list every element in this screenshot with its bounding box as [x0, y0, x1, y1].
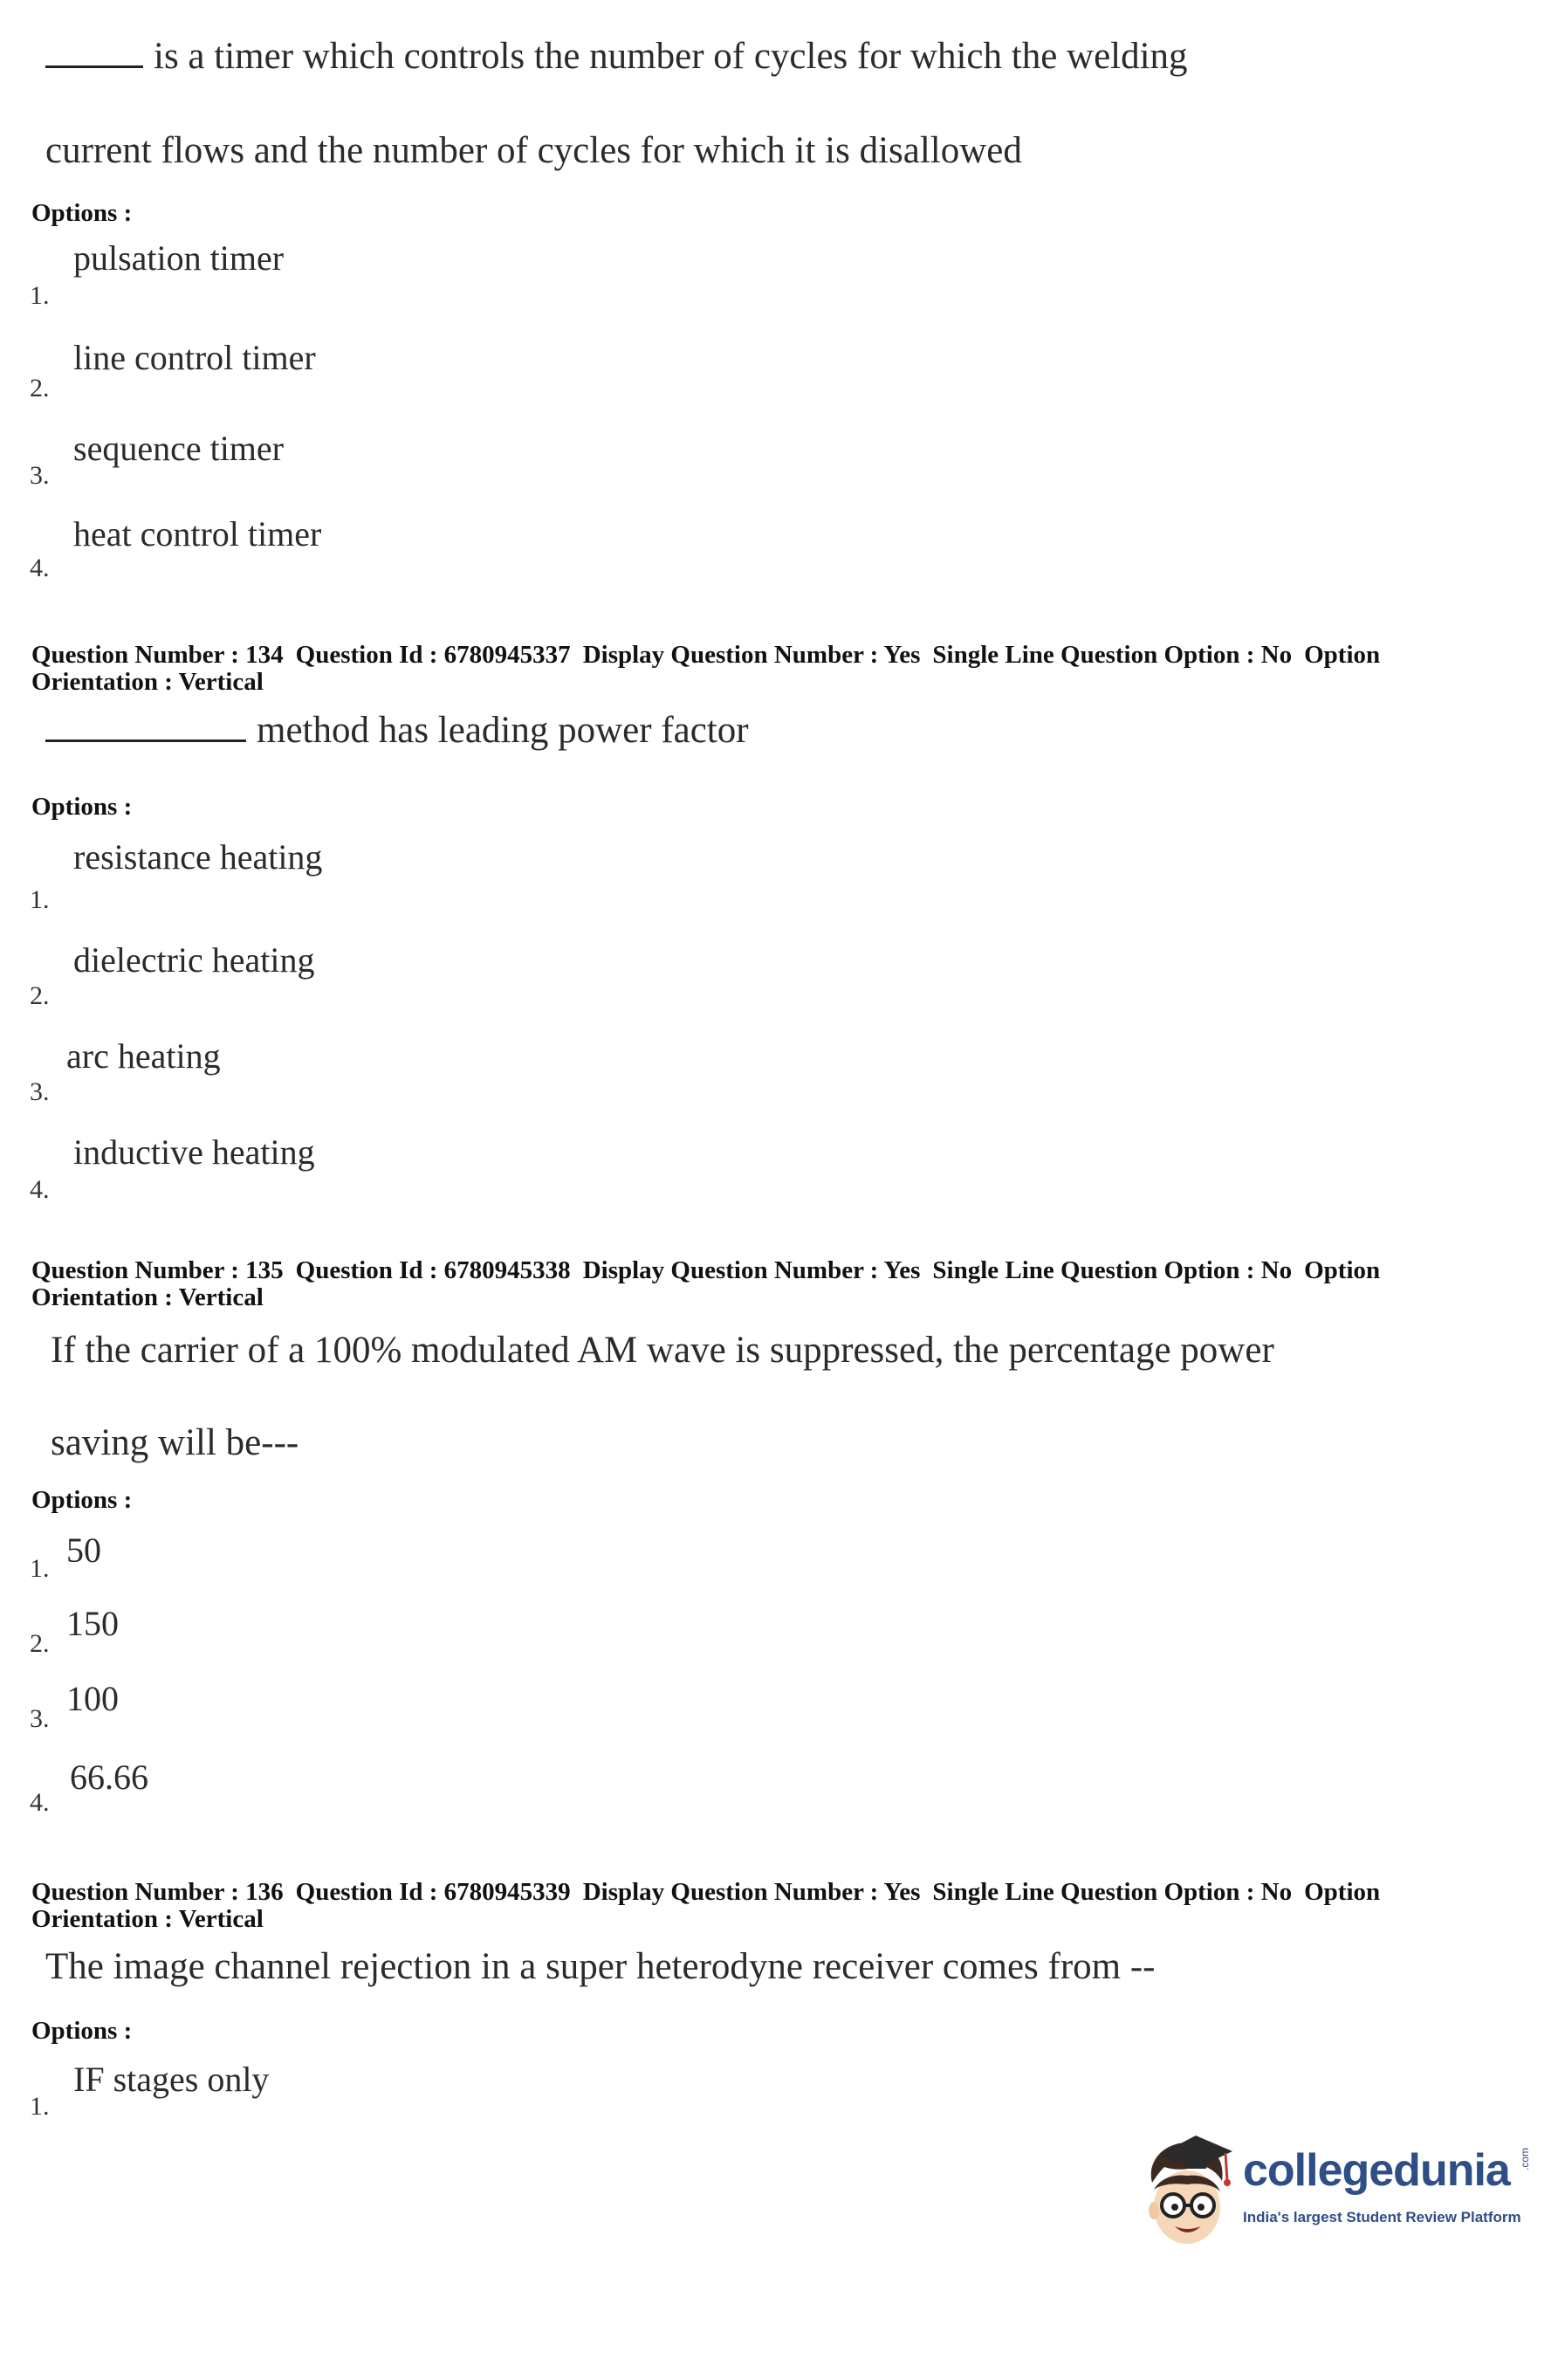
options-label: Options : — [31, 199, 133, 227]
option-text: line control timer — [73, 338, 316, 377]
logo-wordmark: collegedunia — [1243, 2145, 1510, 2196]
option-number: 2. — [30, 1629, 50, 1658]
question-133-text-line2: current flows and the number of cycles for which it is disallowed — [45, 130, 1022, 171]
option-number: 3. — [30, 1704, 50, 1733]
logo-suffix: .com — [1519, 2148, 1531, 2171]
question-134-meta: Question Number : 134 Question Id : 6780945337 Display Question Number : Yes Single Line Question Option : No Option Orientation : Vertical — [31, 641, 1381, 696]
collegedunia-logo — [1135, 2129, 1536, 2260]
question-135-text-line2: saving will be--- — [51, 1422, 299, 1463]
option-number: 1. — [30, 281, 50, 310]
option-number: 2. — [30, 374, 50, 402]
option-text: IF stages only — [73, 2060, 270, 2099]
option-text: 66.66 — [70, 1757, 148, 1797]
options-label: Options : — [31, 2017, 133, 2045]
option-number: 1. — [30, 885, 50, 914]
option-number: 2. — [30, 981, 50, 1010]
option-number: 4. — [30, 554, 50, 582]
option-number: 1. — [30, 2092, 50, 2121]
option-text: 150 — [66, 1604, 119, 1643]
fill-in-blank — [45, 739, 246, 742]
option-text: 50 — [66, 1530, 101, 1570]
option-number: 3. — [30, 461, 50, 490]
options-label: Options : — [31, 793, 133, 821]
question-136-text: The image channel rejection in a super heterodyne receiver comes from -- — [45, 1946, 1156, 1987]
question-136-meta: Question Number : 136 Question Id : 6780945339 Display Question Number : Yes Single Line Question Option : No Option Orientation : Vertical — [31, 1878, 1381, 1933]
question-134-text — [45, 709, 749, 752]
option-text: sequence timer — [73, 429, 284, 468]
option-text: 100 — [66, 1679, 119, 1718]
option-number: 3. — [30, 1077, 50, 1106]
option-number: 4. — [30, 1175, 50, 1204]
question-133-text-line1 — [45, 35, 1188, 78]
question-text: method has leading power factor — [257, 710, 749, 751]
fill-in-blank — [45, 65, 143, 68]
logo-tagline: India's largest Student Review Platform — [1243, 2209, 1521, 2225]
option-text: resistance heating — [73, 837, 323, 877]
student-mascot-icon — [1135, 2129, 1239, 2260]
option-number: 1. — [30, 1554, 50, 1583]
option-text: arc heating — [66, 1036, 221, 1076]
question-text: is a timer which controls the number of cycles for which the welding — [154, 36, 1188, 77]
question-135-text-line1: If the carrier of a 100% modulated AM wave is suppressed, the percentage power — [51, 1330, 1274, 1371]
option-text: inductive heating — [73, 1132, 315, 1172]
option-text: dielectric heating — [73, 940, 315, 980]
option-text: pulsation timer — [73, 238, 285, 278]
option-number: 4. — [30, 1788, 50, 1817]
options-label: Options : — [31, 1486, 133, 1514]
option-text: heat control timer — [73, 514, 322, 554]
question-135-meta: Question Number : 135 Question Id : 6780945338 Display Question Number : Yes Single Line Question Option : No Option Orientation : Vertical — [31, 1256, 1381, 1311]
